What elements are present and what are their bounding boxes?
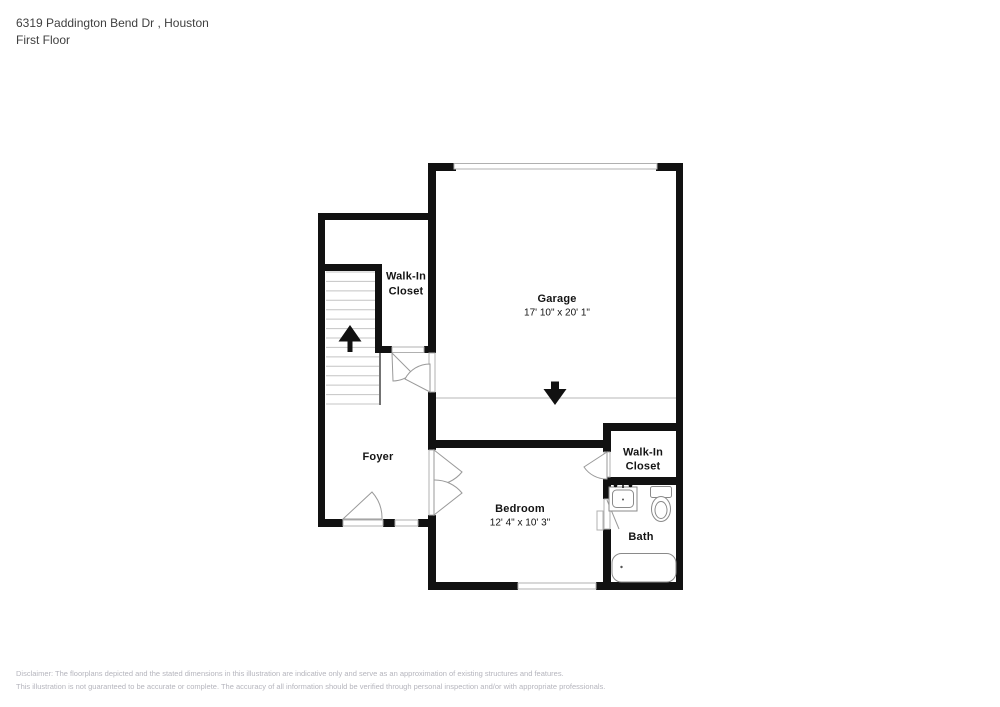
room-label-foyer: Foyer — [362, 450, 394, 463]
room-dims-garage: 17' 10" x 20' 1" — [524, 307, 590, 318]
closet1-door-opening — [392, 347, 424, 353]
step-down-arrow-icon — [544, 382, 567, 406]
disclaimer-line-2: This illustration is not guaranteed to be accurate or complete. The accuracy of all information should be verified through personal inspection and/or with appropriate professionals. — [16, 682, 606, 691]
room-label-bath: Bath — [628, 530, 654, 543]
garage-door-opening — [454, 164, 657, 170]
closet2-door-swing — [584, 452, 607, 479]
bedroom-door-swing-bottom — [434, 480, 462, 515]
floor-label: First Floor — [16, 33, 70, 47]
room-label-walk-in-closet-2: Walk-In Closet — [622, 446, 664, 473]
toilet-icon — [651, 487, 672, 522]
room-label-garage: Garage — [537, 292, 577, 305]
room-dims-bedroom: 12' 4" x 10' 3" — [489, 517, 551, 528]
front-door-opening — [343, 520, 383, 526]
disclaimer-line-1: Disclaimer: The floorplans depicted and the stated dimensions in this illustration are indicative only and serve as an approximation of existing structures and features. — [16, 669, 564, 678]
bathtub-icon — [612, 554, 676, 583]
bedroom-window — [518, 583, 596, 589]
address-title: 6319 Paddington Bend Dr , Houston — [16, 16, 209, 30]
foyer-window — [395, 520, 418, 526]
front-door-swing — [343, 492, 382, 519]
room-label-walk-in-closet-1: Walk-In Closet — [385, 270, 427, 297]
garage-entry-door-swing — [405, 364, 430, 392]
bath-door-threshold — [597, 511, 603, 530]
room-label-bedroom: Bedroom — [495, 502, 545, 515]
sink-icon — [609, 482, 637, 511]
